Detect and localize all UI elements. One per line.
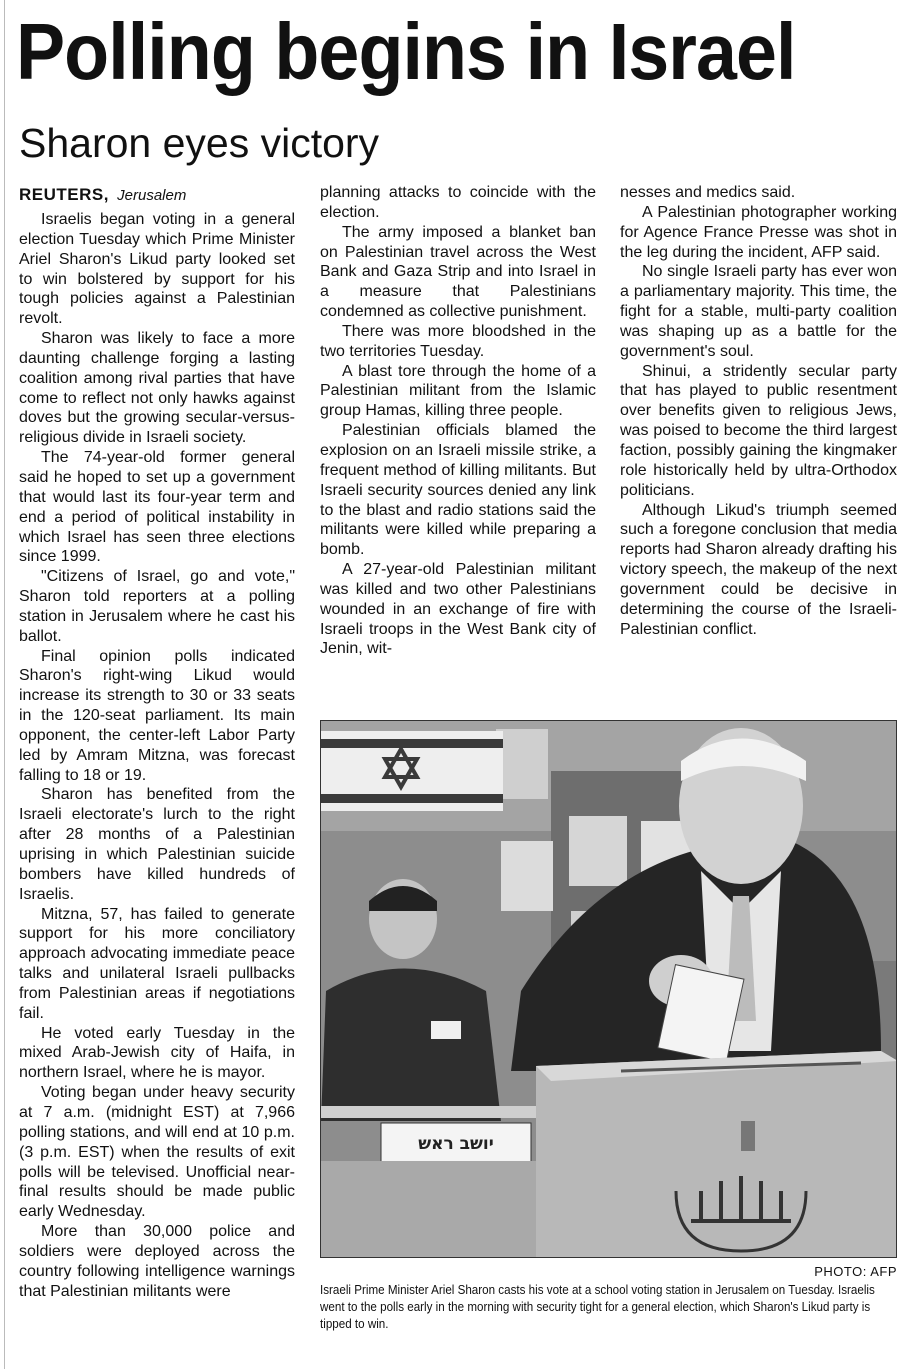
paragraph: Shinui, a stridently secular party that has played to public resentment over benefits given to religious Jews, was poised to become the third largest faction, possibly gaining the kingmaker role historically held by ultra-Orthodox politicians. xyxy=(620,362,897,499)
photo-illustration xyxy=(321,721,897,1258)
byline-agency: REUTERS, xyxy=(19,185,109,204)
paragraph: No single Israeli party has ever won a parliamentary majority. This time, the fight for a stable, multi-party coalition was shaping up as a battle for the government's soul. xyxy=(620,263,897,360)
byline-dateline: Jerusalem xyxy=(117,187,187,204)
paragraph: nesses and medics said. xyxy=(620,184,796,201)
subheadline: Sharon eyes victory xyxy=(19,120,380,166)
byline xyxy=(19,185,295,206)
paragraph: Israelis began voting in a general election Tuesday which Prime Minister Ariel Sharon's Likud party looked set to win bolstered by support for his tough policies against a Palestinian revolt. xyxy=(19,211,295,328)
paragraph: Sharon was likely to face a more daunting challenge forging a lasting coalition among rival parties that have come to reflect not only hawks against doves but the growing secular-versus-religious divide in Israeli society. xyxy=(19,330,295,447)
paragraph: A blast tore through the home of a Palestinian militant from the Islamic group Hamas, killing three people. xyxy=(320,362,596,420)
paragraph: Sharon has benefited from the Israeli electorate's lurch to the right after 28 months of a Palestinian uprising in which Palestinian suicide bombers have killed hundreds of Israelis. xyxy=(19,786,295,903)
desk-sign xyxy=(381,1123,531,1163)
paragraph: planning attacks to coincide with the election. xyxy=(320,184,596,221)
paragraph: "Citizens of Israel, go and vote," Sharon told reporters at a polling station in Jerusalem where he cast his ballot. xyxy=(19,568,295,645)
paragraph: There was more bloodshed in the two territories Tuesday. xyxy=(320,322,596,360)
photo-credit: PHOTO: AFP xyxy=(814,1264,897,1279)
paragraph: More than 30,000 police and soldiers were deployed across the country following intelligence warnings that Palestinian militants were xyxy=(19,1223,295,1300)
column-rule xyxy=(4,0,5,1369)
paragraph: Although Likud's triumph seemed such a foregone conclusion that media reports had Sharon already drafting his victory speech, the makeup of the next government could be decisive in determining the course of the Israeli-Palestinian conflict. xyxy=(620,501,897,638)
paragraph: The army imposed a blanket ban on Palestinian travel across the West Bank and Gaza Strip and into Israel in a measure that Palestinians condemned as collective punishment. xyxy=(320,223,596,321)
news-photo xyxy=(320,720,897,1258)
ballot-box xyxy=(536,1051,897,1258)
paragraph: A Palestinian photographer working for Agence France Presse was shot in the leg during the incident, AFP said. xyxy=(620,203,897,261)
paragraph: Final opinion polls indicated Sharon's right-wing Likud would increase its strength to 30 or 33 seats in the 120-seat parliament. Its main opponent, the center-left Labor Party led by Amram Mitzna, was forecast falling to 18 or 19. xyxy=(19,647,295,784)
paragraph: Voting began under heavy security at 7 a.m. (midnight EST) at 7,966 polling stations, and will end at 10 p.m. (3 p.m. EST) when the results of exit polls will be televised. Unofficial near-final results should be made public early Wednesday. xyxy=(19,1084,295,1221)
article-column-3 xyxy=(620,183,897,639)
headline: Polling begins in Israel xyxy=(16,7,796,96)
paragraph: A 27-year-old Palestinian militant was killed and two other Palestinians wounded in an exchange of fire with Israeli troops in the West Bank city of Jenin, wit- xyxy=(320,561,596,658)
israeli-flag xyxy=(321,731,503,811)
photo-caption: Israeli Prime Minister Ariel Sharon casts his vote at a school voting station in Jerusalem on Tuesday. Israelis went to the polls early in the morning with security tight for a general election, which Sharon's Likud party is tipped to win. xyxy=(320,1283,875,1331)
paragraph: The 74-year-old former general said he hoped to set up a government that would last its four-year term and end a period of political instability in which Israel has seen three elections since 1999. xyxy=(19,449,295,566)
desk-sign-text: יושב ראש xyxy=(418,1134,494,1154)
paragraph: He voted early Tuesday in the mixed Arab-Jewish city of Haifa, in northern Israel, where he is mayor. xyxy=(19,1024,295,1082)
paragraph: Palestinian officials blamed the explosion on an Israeli missile strike, a frequent method of killing militants. But Israeli security sources denied any link to the blast and radio stations said the militants were killed while preparing a bomb. xyxy=(320,422,596,559)
article-column-2 xyxy=(320,183,596,659)
paragraph: Mitzna, 57, has failed to generate support for his more conciliatory approach advocating immediate peace talks and unilateral Israeli pullbacks from Palestinian areas if negotiations fail. xyxy=(19,905,295,1022)
article-column-1 xyxy=(19,185,295,1301)
